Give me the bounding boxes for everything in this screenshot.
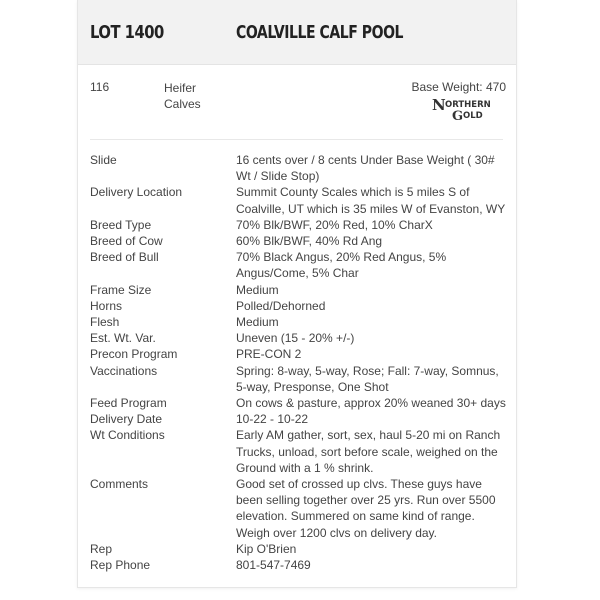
detail-label: Rep Phone bbox=[90, 558, 151, 573]
detail-label: Feed Program bbox=[90, 396, 167, 411]
detail-row bbox=[90, 249, 510, 281]
detail-value: Early AM gather, sort, sex, haul 5-20 mi on Ranch Trucks, unload, sort before scale, weighed on the Ground with a 1 % shrink. bbox=[236, 428, 501, 475]
lot-number: LOT 1400 bbox=[90, 22, 164, 43]
detail-value: 10-22 - 10-22 bbox=[236, 412, 309, 427]
detail-value: Medium bbox=[236, 282, 279, 297]
detail-label: Breed of Bull bbox=[90, 250, 159, 265]
detail-value: Polled/Dehorned bbox=[236, 298, 326, 313]
detail-label: Delivery Date bbox=[90, 412, 163, 427]
detail-label: Horns bbox=[90, 298, 123, 313]
logo-mark-g: G bbox=[452, 109, 464, 122]
detail-row bbox=[90, 557, 510, 573]
detail-label: Breed of Cow bbox=[90, 234, 163, 249]
lot-header bbox=[78, 0, 516, 65]
base-weight: Base Weight: 470 bbox=[411, 80, 506, 94]
detail-label: Wt Conditions bbox=[90, 428, 165, 443]
divider bbox=[90, 139, 503, 140]
detail-label: Delivery Location bbox=[90, 185, 183, 200]
detail-label: Breed Type bbox=[90, 217, 152, 232]
detail-row bbox=[90, 314, 510, 330]
detail-value: Good set of crossed up clvs. These guys have been selling together over 25 yrs. Run over 5500 elevation. Summered on same kind of range. Weigh over 1200 clvs on delivery day. bbox=[236, 477, 496, 540]
logo-mark-n: N bbox=[432, 96, 446, 114]
detail-row bbox=[90, 330, 510, 346]
detail-label: Vaccinations bbox=[90, 363, 158, 378]
detail-value: Summit County Scales which is 5 miles S of Coalville, UT which is 35 miles W of Evanston, WY bbox=[236, 185, 506, 216]
detail-row bbox=[90, 411, 510, 427]
lot-summary bbox=[78, 64, 516, 140]
detail-value: Spring: 8-way, 5-way, Rose; Fall: 7-way, Somnus, 5-way, Presponse, One Shot bbox=[236, 363, 499, 394]
detail-value: 16 cents over / 8 cents Under Base Weight ( 30# Wt / Slide Stop) bbox=[236, 153, 495, 184]
detail-label: Slide bbox=[90, 153, 117, 167]
detail-value: Uneven (15 - 20% +/-) bbox=[236, 331, 355, 346]
detail-value: 70% Black Angus, 20% Red Angus, 5% Angus/Come, 5% Char bbox=[236, 250, 447, 281]
detail-label: Frame Size bbox=[90, 282, 152, 297]
detail-row bbox=[90, 427, 510, 476]
detail-row bbox=[90, 152, 510, 184]
detail-label: Flesh bbox=[90, 315, 120, 330]
detail-row bbox=[90, 282, 510, 298]
detail-row bbox=[90, 395, 510, 411]
detail-value: 60% Blk/BWF, 40% Rd Ang bbox=[236, 234, 383, 249]
detail-row bbox=[90, 346, 510, 362]
detail-label: Rep bbox=[90, 541, 113, 556]
detail-row bbox=[90, 217, 510, 233]
detail-row bbox=[90, 233, 510, 249]
detail-row bbox=[90, 184, 510, 216]
detail-value: Kip O'Brien bbox=[236, 541, 297, 556]
detail-value: 70% Blk/BWF, 20% Red, 10% CharX bbox=[236, 217, 433, 232]
lot-details bbox=[90, 152, 510, 573]
detail-value: 801-547-7469 bbox=[236, 558, 311, 573]
lot-card bbox=[77, 0, 517, 588]
logo-bottom-text: OLD bbox=[463, 111, 483, 121]
detail-row bbox=[90, 298, 510, 314]
head-count: 116 bbox=[90, 80, 110, 94]
detail-row bbox=[90, 363, 510, 395]
logo-top-text: ORTHERN bbox=[445, 100, 491, 110]
detail-label: Precon Program bbox=[90, 347, 178, 362]
detail-value: PRE-CON 2 bbox=[236, 347, 302, 362]
northern-gold-logo bbox=[430, 96, 500, 122]
pool-name: COALVILLE CALF POOL bbox=[236, 22, 404, 43]
detail-row bbox=[90, 541, 510, 557]
detail-value: On cows & pasture, approx 20% weaned 30+ days bbox=[236, 396, 506, 411]
detail-label: Est. Wt. Var. bbox=[90, 331, 156, 346]
detail-label: Comments bbox=[90, 477, 149, 492]
detail-value: Medium bbox=[236, 315, 279, 330]
cattle-type: Heifer Calves bbox=[164, 81, 201, 111]
detail-row bbox=[90, 476, 510, 541]
